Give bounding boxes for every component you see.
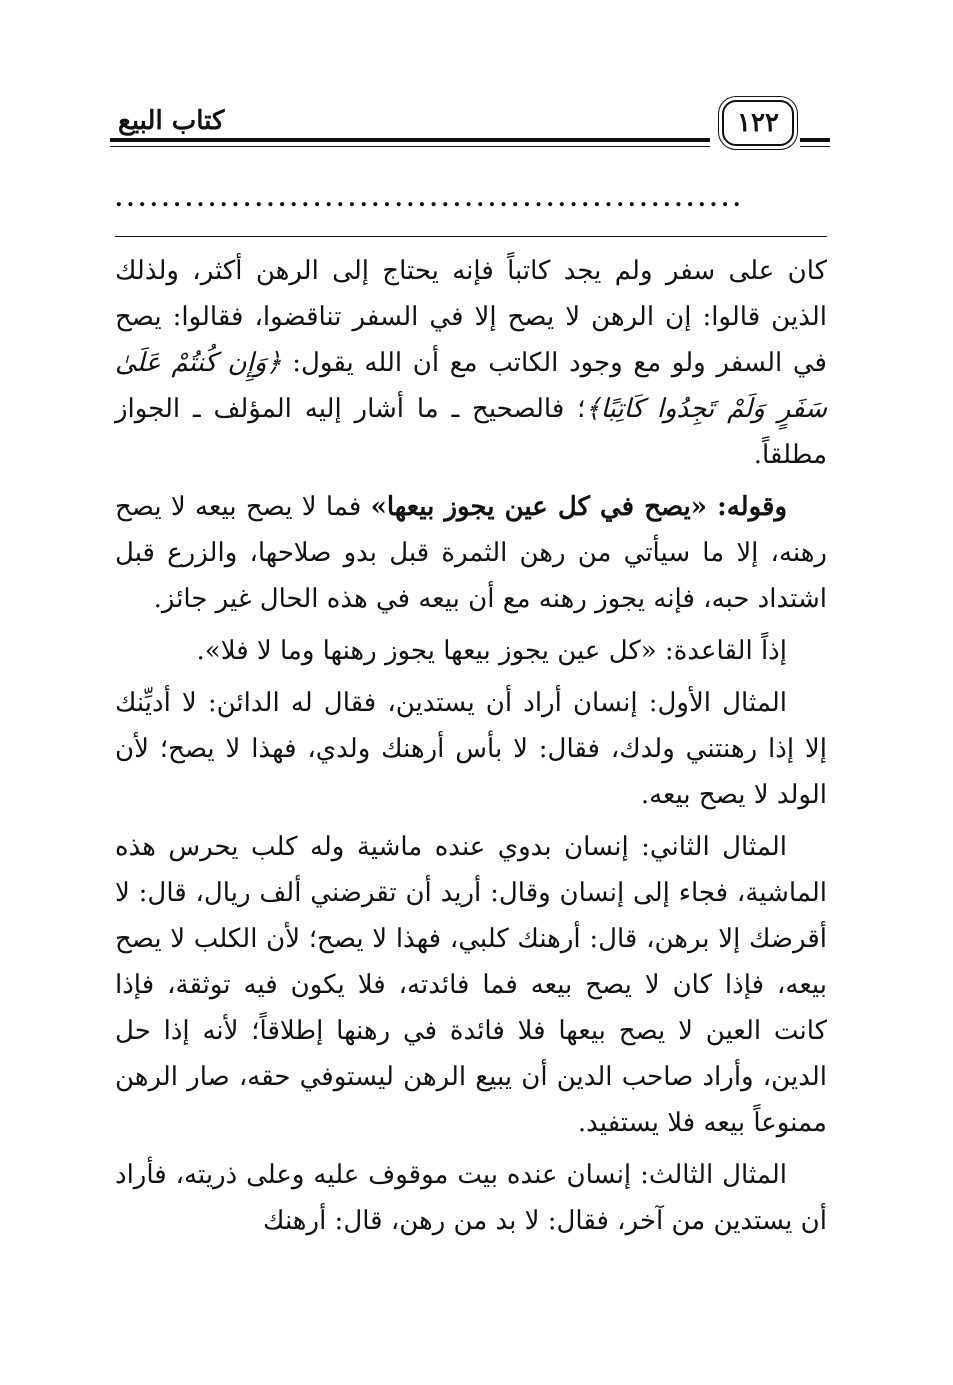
paragraph-2: [115, 484, 827, 622]
page-number: ١٢٢: [722, 100, 794, 146]
dotted-separator: ......................................................: [115, 186, 745, 212]
header-rule-right-thick: [800, 138, 830, 142]
quran-verse: ﴿وَإِن كُنتُمْ عَلَىٰ سَفَرٍ وَلَمْ تَجِدُوا كَاتِبًا﴾: [115, 348, 827, 424]
paragraph-1-text-a: كان على سفر ولم يجد كاتباً فإنه يحتاج إلى الرهن أكثر، ولذلك الذين قالوا: إن الرهن لا يصح إلا في السفر تناقضوا، فقالوا: يصح في السفر ولو مع وجود الكاتب مع أن الله يقول:: [115, 256, 827, 378]
paragraph-4: المثال الأول: إنسان أراد أن يستدين، فقال له الدائن: لا أديِّنك إلا إذا رهنتني ولدك، فقال: لا بأس أرهنك ولدي، فهذا لا يصح؛ لأن الولد لا يصح بيعه.: [115, 688, 827, 810]
paragraph-2-rest: فما لا يصح بيعه لا يصح رهنه، إلا ما سيأتي من رهن الثمرة قبل بدو صلاحها، والزرع قبل اشتداد حبه، فإنه يجوز رهنه مع أن بيعه في هذه الحال غير جائز.: [115, 492, 827, 614]
paragraph-1-text-b: ؛ فالصحيح ـ ما أشار إليه المؤلف ـ الجواز مطلقاً.: [115, 394, 827, 470]
quoted-rule: «يصح في كل عين يجوز بيعها»: [370, 492, 708, 522]
paragraph-1: [115, 248, 827, 478]
page-header: [110, 100, 830, 160]
header-rule-right-thin: [800, 146, 830, 147]
paragraph-2-lead: وقوله:: [707, 492, 788, 522]
header-rule-thin: [110, 146, 710, 147]
book-title: كتاب البيع: [118, 106, 225, 136]
page-body: [115, 248, 827, 1250]
paragraph-3: إذاً القاعدة: «كل عين يجوز بيعها يجوز رهنها وما لا فلا».: [196, 636, 787, 666]
separator-line: [115, 236, 827, 237]
paragraph-5: المثال الثاني: إنسان بدوي عنده ماشية وله كلب يحرس هذه الماشية، فجاء إلى إنسان وقال: أريد أن تقرضني ألف ريال، قال: لا أقرضك إلا برهن، قال: أرهنك كلبي، فهذا لا يصح؛ لأن الكلب لا يصح بيعه، فإذا كان لا يصح بيعه فما فائدته، فلا يكون فيه توثقة، فإذا كانت العين لا يصح بيعها فلا فائدة في رهنها إطلاقاً؛ لأنه إذا حل الدين، وأراد صاحب الدين أن يبيع الرهن ليستوفي حقه، صار الرهن ممنوعاً بيعه فلا يستفيد.: [115, 832, 827, 1138]
paragraph-6: المثال الثالث: إنسان عنده بيت موقوف عليه وعلى ذريته، فأراد أن يستدين من آخر، فقال: لا بد من رهن، قال: أرهنك: [115, 1160, 827, 1236]
header-rule-thick: [110, 138, 710, 142]
